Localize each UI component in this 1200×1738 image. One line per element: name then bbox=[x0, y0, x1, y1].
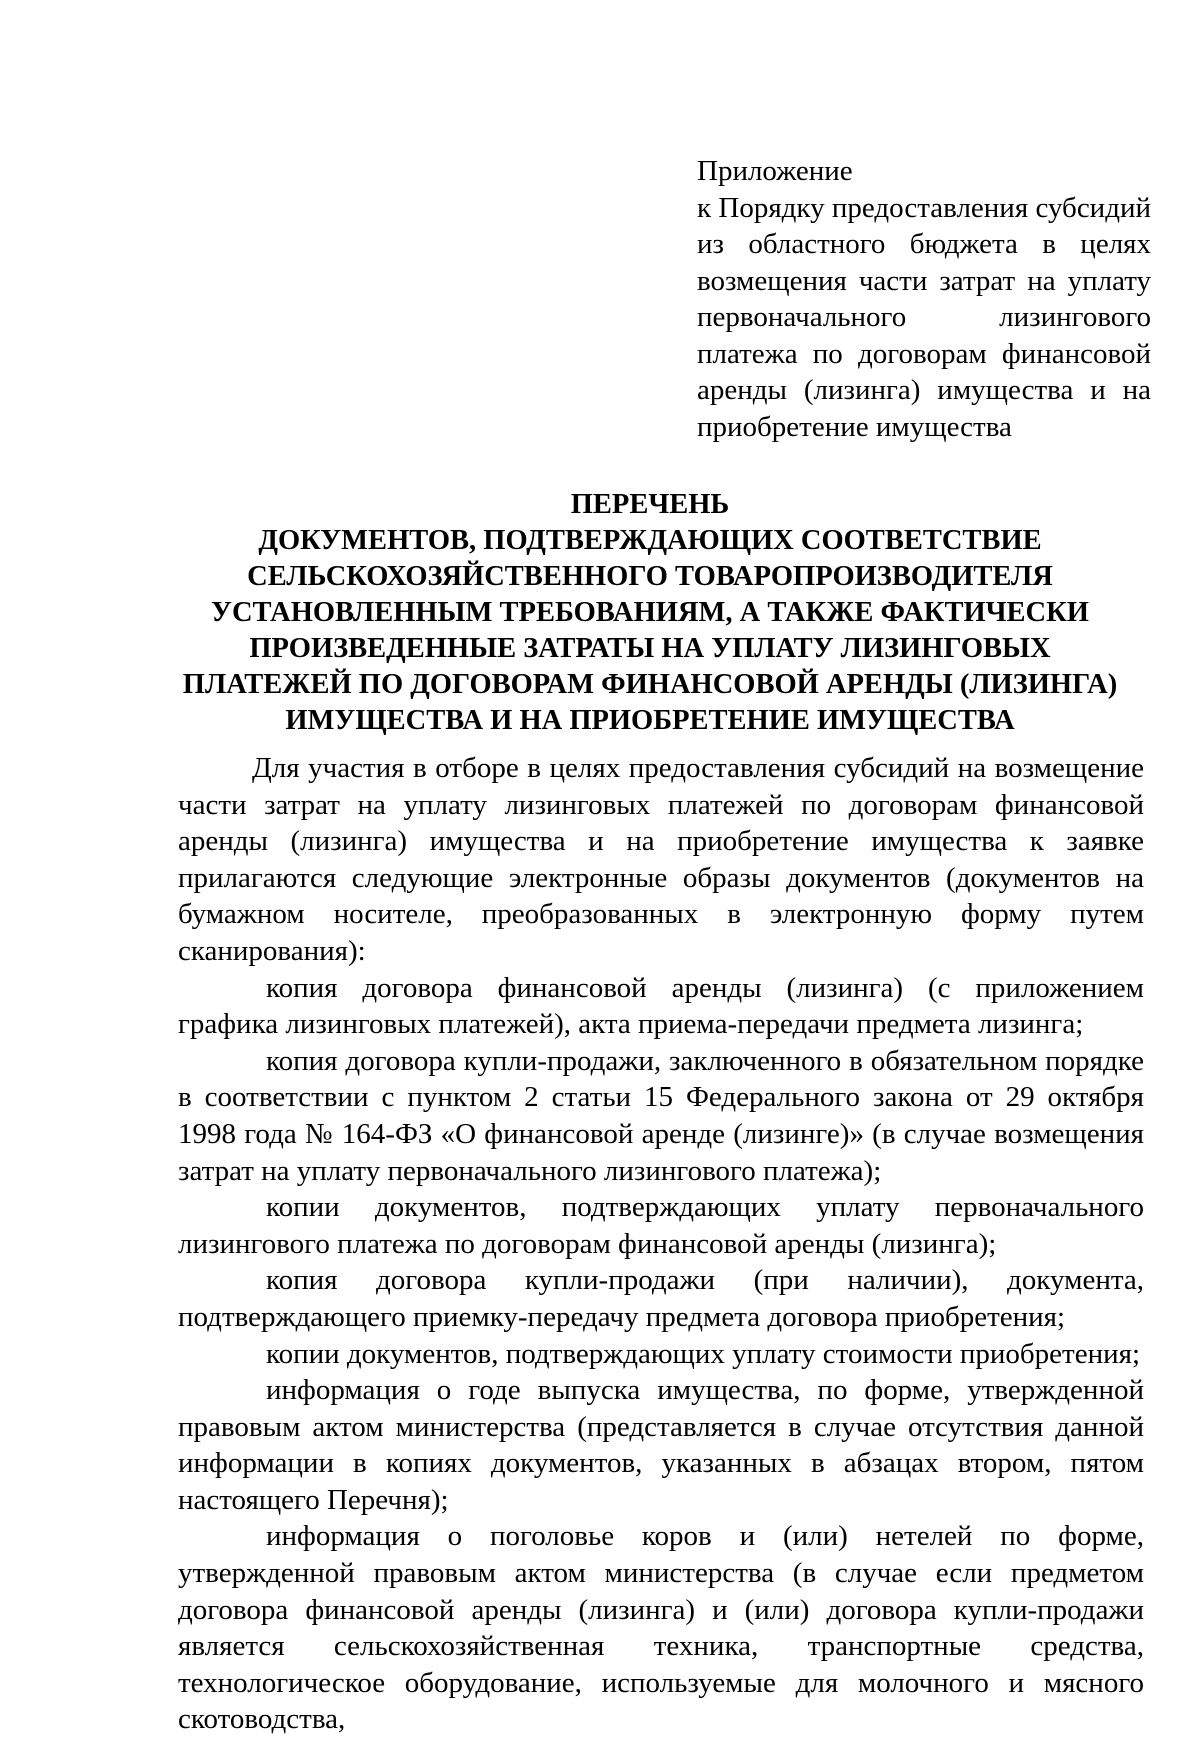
title-line: УСТАНОВЛЕННЫМ ТРЕБОВАНИЯМ, А ТАКЖЕ ФАКТИЧЕСКИ bbox=[211, 597, 1089, 628]
intro-paragraph: Для участия в отборе в целях предоставления субсидий на возмещение части затрат на уплату лизинговых платежей по договорам финансовой аренды (лизинга) имущества и на приобретение имущества к заявке прилагаются следующие электронные образы документов (документов на бумажном носителе, преобразованных в электронную форму путем сканирования): bbox=[178, 752, 1144, 967]
document-title bbox=[150, 487, 1150, 739]
title-line: ИМУЩЕСТВА И НА ПРИОБРЕТЕНИЕ ИМУЩЕСТВА bbox=[285, 705, 1015, 736]
list-item: копия договора купли-продажи (при наличии), документа, подтверждающего приемку-передачу предмета договора приобретения; bbox=[178, 1264, 1144, 1333]
list-item: информация о годе выпуска имущества, по форме, утвержденной правовым актом министерства (представляется в случае отсутствия данной информации в копиях документов, указанных в абзацах втором, пятом настоящего Перечня); bbox=[178, 1374, 1144, 1516]
title-line: ДОКУМЕНТОВ, ПОДТВЕРЖДАЮЩИХ СООТВЕТСТВИЕ bbox=[258, 525, 1042, 556]
list-item: копии документов, подтверждающих уплату стоимости приобретения; bbox=[266, 1337, 1141, 1370]
appendix-reference: к Порядку предоставления субсидий из областного бюджета в целях возмещения части затрат на уплату первоначального лизингового платежа по договорам финансовой аренды (лизинга) имущества и на приобретение имущества bbox=[697, 191, 1151, 443]
title-line: СЕЛЬСКОХОЗЯЙСТВЕННОГО ТОВАРОПРОИЗВОДИТЕЛЯ bbox=[247, 561, 1053, 592]
list-item: копии документов, подтверждающих уплату первоначального лизингового платежа по договорам финансовой аренды (лизинга); bbox=[178, 1191, 1144, 1260]
list-item: копия договора финансовой аренды (лизинга) (с приложением графика лизинговых платежей), акта приема-передачи предмета лизинга; bbox=[178, 971, 1144, 1041]
appendix-header bbox=[697, 153, 1151, 445]
appendix-title: Приложение bbox=[697, 155, 853, 187]
list-item: копия договора купли-продажи, заключенного в обязательном порядке в соответствии с пунктом 2 статьи 15 Федерального закона от 29 октября 1998 года № 164-ФЗ «О финансовой аренде (лизинге)» (в случае возмещения затрат на уплату первоначального лизингового платежа); bbox=[178, 1044, 1144, 1187]
title-line: ПЛАТЕЖЕЙ ПО ДОГОВОРАМ ФИНАНСОВОЙ АРЕНДЫ (ЛИЗИНГА) bbox=[182, 669, 1118, 700]
title-line: ПРОИЗВЕДЕННЫЕ ЗАТРАТЫ НА УПЛАТУ ЛИЗИНГОВЫХ bbox=[249, 633, 1051, 664]
list-item: информация о поголовье коров и (или) нетелей по форме, утвержденной правовым актом министерства (в случае если предметом договора финансовой аренды (лизинга) и (или) договора купли-продажи является сельскохозяйственная техника, транспортные средства, технологическое оборудование, используемые для молочного и мясного скотоводства, bbox=[178, 1520, 1144, 1736]
title-line: ПЕРЕЧЕНЬ bbox=[570, 489, 730, 520]
document-body bbox=[178, 750, 1144, 1738]
